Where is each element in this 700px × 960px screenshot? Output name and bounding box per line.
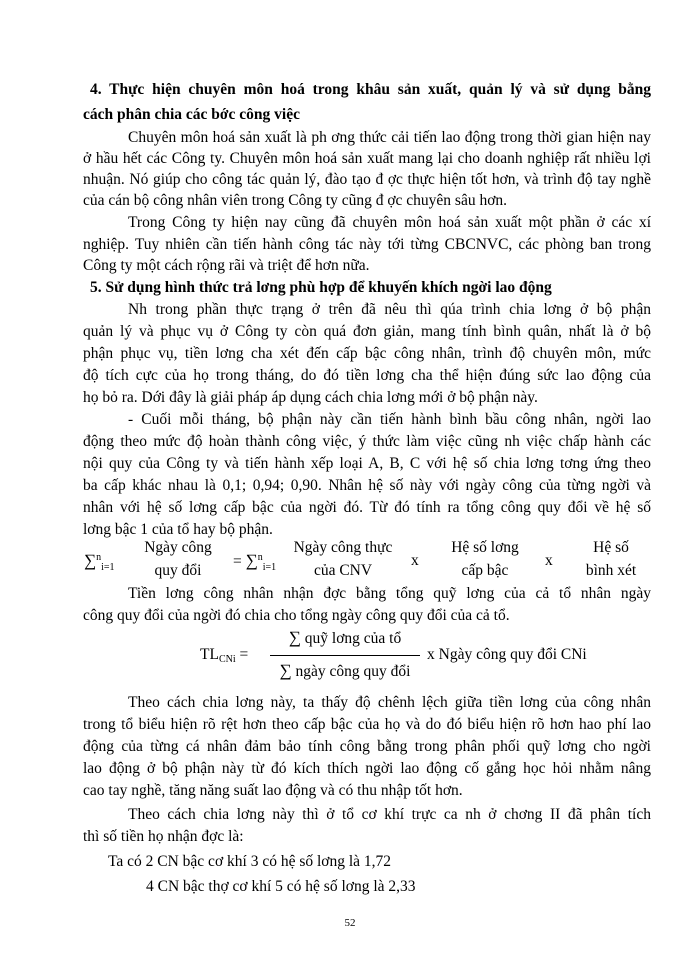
section5-p2-line: động theo mức độ hoàn thành công việc, ý thức làm việc cũng nh việc chấp hành các bbox=[83, 433, 651, 450]
section5-p5-line: Theo cách chia lơng này thì ở tổ cơ khí trực ca nh ở chơng II đã phân tích bbox=[128, 806, 651, 823]
section5-p4-line: Theo cách chia lơng này, ta thấy độ chênh lệch giữa tiền lơng của công nhân bbox=[128, 694, 651, 711]
section4-p1-line: ở hầu hết các Công ty. Chuyên môn hoá sản xuất mang lại cho doanh nghiệp rất nhiều lợi bbox=[83, 150, 651, 167]
section4-p2-line: Trong Công ty hiện nay cũng đã chuyên môn hoá sản xuất một phần ở các xí bbox=[128, 214, 651, 231]
formula-lhs-tl: TLCNi = bbox=[200, 646, 249, 665]
fraction-he-so-binh-xet: Hệ số bình xét bbox=[585, 539, 637, 579]
section5-p3-line: công quy đổi của ngời đó chia cho tổng ngày công quy đổi của cả tổ. bbox=[83, 607, 510, 624]
section5-p4-line: lao động ở bộ phận này từ đó kích thích ngời lao động cố gắng học hỏi nhằm nâng bbox=[83, 760, 651, 777]
list-item: 4 CN bậc thợ cơ khí 5 có hệ số lơng là 2,33 bbox=[146, 878, 416, 895]
section5-p2-line: lơng bậc 1 của tổ hay bộ phận. bbox=[83, 521, 273, 538]
fraction-quy-luong: ∑ quỹ lơng của tổ bbox=[288, 628, 402, 647]
section5-p2-line: ba cấp khác nhau là 0,1; 0,94; 0,90. Nhân hệ số này với ngày công của từng ngời và bbox=[83, 477, 651, 494]
section5-p5-line: thì số tiền họ nhận đợc là: bbox=[83, 828, 244, 845]
times-sign: x bbox=[411, 552, 419, 569]
section5-heading: 5. Sử dụng hình thức trả lơng phù hợp để khuyến khích ngời lao động bbox=[90, 279, 552, 296]
section5-p2-line: nhân với hệ số lơng cấp bậc của ngời đó. Từ đó tính ra tổng công quy đổi về hệ số bbox=[83, 499, 651, 516]
section5-p1-line: phận phục vụ, tiền lơng cha xét đến cấp bậc công nhân, trình độ chuyên môn, mức bbox=[83, 345, 651, 362]
section4-p2-line: Công ty một cách rộng rãi và triệt để hơn nữa. bbox=[83, 257, 370, 274]
times-sign: x bbox=[545, 552, 553, 569]
equals-sum-symbol: = ∑$^n_{i=1}$ bbox=[233, 551, 277, 573]
fraction-he-so-luong: Hệ số lơng cấp bậc bbox=[451, 539, 519, 579]
fraction-ngay-cong-quy-doi: Ngày công quy đổi bbox=[144, 539, 212, 579]
section5-p2-line: - Cuối mỗi tháng, bộ phận này cần tiến hành bình bầu công nhân, ngời lao bbox=[128, 411, 651, 428]
section5-p1-line: Nh trong phần thực trạng ở trên đã nêu thì qúa trình chia lơng ở bộ phận bbox=[128, 301, 651, 318]
section4-heading-line1: 4. Thực hiện chuyên môn hoá trong khâu sản xuất, quản lý và sử dụng bằng bbox=[90, 81, 651, 98]
sum-symbol-left: ∑$^n_{i=1}$ bbox=[84, 551, 115, 573]
section5-p4-line: động của từng cá nhân đảm bảo tính công bằng trong phân phối quỹ lơng cho ngời bbox=[83, 738, 651, 755]
section4-p1-line: Chuyên môn hoá sản xuất là ph ơng thức cải tiến lao động trong thời gian hiện nay bbox=[128, 129, 651, 146]
section5-p2-line: nội quy của Công ty và tiến hành xếp loại A, B, C với hệ số chia lơng tơng ứng theo bbox=[83, 455, 651, 472]
section5-p1-line: họ bỏ ra. Dới đây là giải pháp áp dụng cách chia lơng mới ở bộ phận này. bbox=[83, 389, 538, 406]
fraction-ngay-cong-thuc: Ngày công thực của CNV bbox=[293, 539, 393, 579]
fraction-bar bbox=[270, 655, 420, 656]
section5-p4-line: trong tổ biểu hiện rõ rệt hơn theo cấp bậc của họ và do đó biểu hiện rõ hơn hao phí lao bbox=[83, 716, 651, 733]
section5-p3-line: Tiền lơng công nhân nhận đợc bằng tổng quỹ lơng của cả tổ nhân ngày bbox=[128, 585, 651, 602]
section4-p1-line: của cán bộ công nhân viên trong Công ty cũng đ ợc chuyên sâu hơn. bbox=[83, 192, 508, 209]
section5-p4-line: cao tay nghề, tăng năng suất lao động và có thu nhập tốt hơn. bbox=[83, 782, 463, 799]
section4-p2-line: nghiệp. Tuy nhiên cần tiến hành công tác này tới từng CBCNVC, các phòng ban trong bbox=[83, 236, 651, 253]
section5-p1-line: độ tích cực của họ trong tháng, do đó tiền lơng cha thể hiện đúng sức lao động của bbox=[83, 367, 651, 384]
list-item: Ta có 2 CN bậc cơ khí 3 có hệ số lơng là 1,72 bbox=[108, 853, 392, 870]
fraction-ngay-cong-quy-doi-den: ∑ ngày công quy đổi bbox=[279, 661, 411, 680]
section5-p1-line: quản lý và phục vụ ở Công ty còn quá đơn giản, mang tính bình quân, nhất là ở bộ bbox=[83, 323, 651, 340]
section4-heading-line2: cách phân chia các bớc công việc bbox=[83, 106, 300, 123]
page-number: 52 bbox=[344, 917, 356, 929]
section4-p1-line: nhuận. Nó giúp cho công tác quản lý, đào tạo đ ợc thực hiện tốt hơn, và trình độ tay nghề bbox=[83, 171, 651, 188]
formula-rhs: x Ngày công quy đổi CNi bbox=[427, 646, 587, 663]
